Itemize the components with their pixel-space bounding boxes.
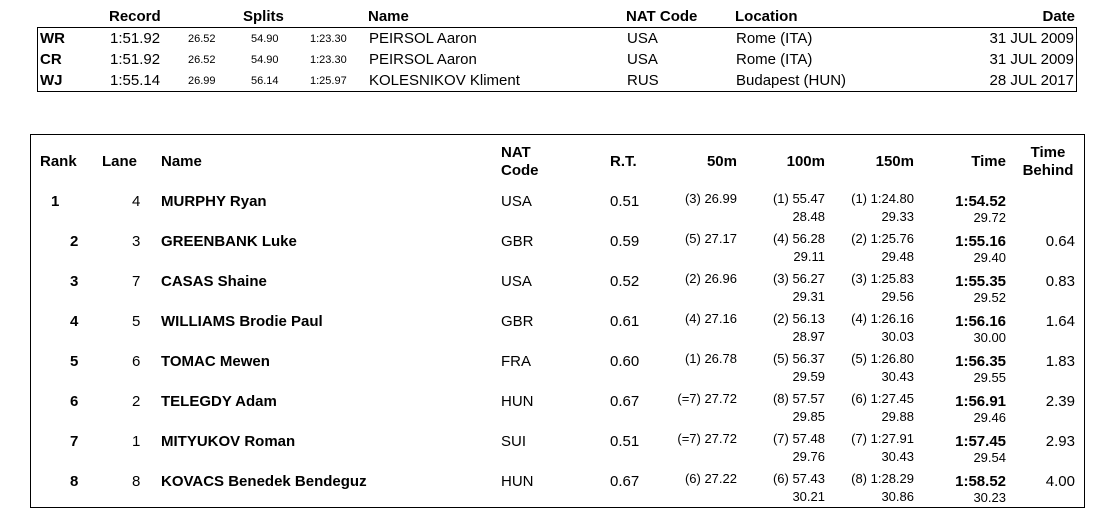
result-100m-split: 29.76	[792, 449, 825, 464]
result-50m: (5) 27.17	[684, 231, 737, 246]
records-body	[37, 27, 1077, 92]
record-name: KOLESNIKOV Kliment	[369, 72, 520, 89]
record-label: WR	[40, 30, 65, 47]
results-header-time-behind-2: Behind	[1022, 162, 1074, 179]
result-time: 1:54.52	[955, 193, 1006, 210]
result-nat: GBR	[501, 233, 534, 250]
results-header	[31, 135, 1084, 187]
record-date: 31 JUL 2009	[989, 30, 1074, 47]
result-name: GREENBANK Luke	[161, 233, 297, 250]
result-nat: HUN	[501, 393, 534, 410]
result-100m-split: 29.11	[793, 249, 825, 264]
result-150m-split: 29.56	[881, 289, 914, 304]
results-header-code: Code	[501, 162, 539, 179]
result-rt: 0.60	[610, 353, 640, 370]
result-nat: USA	[501, 273, 532, 290]
records-header-splits: Splits	[243, 8, 284, 25]
result-100m: (3) 56.27	[772, 271, 825, 286]
result-time-behind: 0.83	[1045, 273, 1075, 290]
results-header-time-behind-1: Time	[1030, 144, 1066, 161]
result-time: 1:56.91	[955, 393, 1006, 410]
result-150m-split: 30.43	[881, 369, 914, 384]
result-50m: (=7) 27.72	[677, 391, 737, 406]
record-nat: USA	[627, 30, 658, 47]
record-time: 1:51.92	[110, 51, 161, 68]
results-header-rank: Rank	[40, 153, 77, 170]
record-time: 1:51.92	[110, 30, 161, 47]
result-150m: (2) 1:25.76	[851, 231, 914, 246]
result-rt: 0.67	[610, 473, 640, 490]
result-time-split: 29.72	[973, 210, 1006, 225]
result-nat: GBR	[501, 313, 534, 330]
record-location: Budapest (HUN)	[736, 72, 847, 89]
result-150m: (5) 1:26.80	[851, 351, 914, 366]
result-100m-split: 29.31	[792, 289, 825, 304]
result-100m: (5) 56.37	[772, 351, 825, 366]
result-50m: (1) 26.78	[684, 351, 737, 366]
result-lane: 4	[132, 193, 141, 210]
result-nat: HUN	[501, 473, 534, 490]
result-rank: 8	[70, 473, 79, 490]
results-table	[30, 134, 1085, 508]
result-rt: 0.51	[610, 433, 640, 450]
result-rank: 2	[70, 233, 79, 250]
result-row	[31, 387, 1084, 427]
result-time: 1:55.35	[955, 273, 1006, 290]
result-nat: SUI	[501, 433, 527, 450]
result-row	[31, 187, 1084, 227]
result-150m: (1) 1:24.80	[851, 191, 914, 206]
result-time: 1:57.45	[955, 433, 1006, 450]
result-row	[31, 307, 1084, 347]
results-header-lane: Lane	[102, 153, 138, 170]
result-lane: 3	[132, 233, 141, 250]
records-header-location: Location	[735, 8, 798, 25]
result-time-split: 29.46	[973, 410, 1006, 425]
result-150m-split: 29.33	[881, 209, 914, 224]
record-label: CR	[40, 51, 62, 68]
result-time-behind: 4.00	[1045, 473, 1075, 490]
result-lane: 7	[132, 273, 141, 290]
result-50m: (=7) 27.72	[677, 431, 737, 446]
result-lane: 2	[132, 393, 141, 410]
result-row	[31, 347, 1084, 387]
record-split-50: 26.52	[188, 54, 216, 66]
result-lane: 5	[132, 313, 141, 330]
results-header-100m: 100m	[786, 153, 825, 170]
record-nat: USA	[627, 51, 658, 68]
result-row	[31, 267, 1084, 307]
results-header-rt: R.T.	[610, 153, 637, 170]
result-time-split: 30.23	[973, 490, 1006, 505]
results-header-50m: 50m	[706, 153, 737, 170]
result-100m-split: 29.85	[792, 409, 825, 424]
result-rt: 0.67	[610, 393, 640, 410]
results-header-150m: 150m	[875, 153, 914, 170]
result-name: TELEGDY Adam	[161, 393, 277, 410]
record-name: PEIRSOL Aaron	[369, 30, 477, 47]
results-header-time: Time	[971, 153, 1006, 170]
record-date: 31 JUL 2009	[989, 51, 1074, 68]
result-100m: (8) 57.57	[772, 391, 825, 406]
records-header-date: Date	[1042, 8, 1075, 25]
result-100m: (1) 55.47	[772, 191, 825, 206]
result-50m: (6) 27.22	[684, 471, 737, 486]
result-time-behind: 0.64	[1045, 233, 1075, 250]
result-lane: 1	[132, 433, 141, 450]
result-150m-split: 29.48	[881, 249, 914, 264]
result-rt: 0.51	[610, 193, 640, 210]
result-150m-split: 29.88	[881, 409, 914, 424]
record-split-150: 1:23.30	[310, 33, 347, 45]
records-header-nat-code: NAT Code	[626, 8, 698, 25]
result-row	[31, 227, 1084, 267]
records-header-name: Name	[368, 8, 409, 25]
result-time-split: 29.52	[973, 290, 1006, 305]
record-split-150: 1:23.30	[310, 54, 347, 66]
result-50m: (4) 27.16	[684, 311, 737, 326]
result-rt: 0.52	[610, 273, 640, 290]
result-100m: (4) 56.28	[772, 231, 825, 246]
result-rank: 5	[70, 353, 79, 370]
record-nat: RUS	[627, 72, 659, 89]
results-header-nat: NAT	[501, 144, 531, 161]
record-row-wr	[38, 29, 1076, 49]
records-header	[37, 6, 1077, 26]
result-150m: (6) 1:27.45	[851, 391, 914, 406]
record-label: WJ	[40, 72, 63, 89]
record-location: Rome (ITA)	[736, 51, 813, 68]
record-location: Rome (ITA)	[736, 30, 813, 47]
result-name: MITYUKOV Roman	[161, 433, 296, 450]
result-rt: 0.61	[610, 313, 640, 330]
result-time-split: 29.40	[973, 250, 1006, 265]
result-time-behind: 1.64	[1045, 313, 1075, 330]
record-row-cr	[38, 50, 1076, 70]
result-50m: (2) 26.96	[684, 271, 737, 286]
result-150m: (8) 1:28.29	[851, 471, 914, 486]
result-time: 1:58.52	[955, 473, 1006, 490]
result-name: CASAS Shaine	[161, 273, 267, 290]
result-name: MURPHY Ryan	[161, 193, 267, 210]
result-time-behind: 2.93	[1045, 433, 1075, 450]
result-150m-split: 30.03	[881, 329, 914, 344]
result-rank: 1	[51, 193, 60, 210]
result-name: KOVACS Benedek Bendeguz	[161, 473, 367, 490]
result-time-behind: 1.83	[1045, 353, 1075, 370]
result-50m: (3) 26.99	[684, 191, 737, 206]
result-100m-split: 28.97	[792, 329, 825, 344]
result-time: 1:55.16	[955, 233, 1006, 250]
result-150m-split: 30.86	[881, 489, 914, 504]
result-row	[31, 467, 1084, 507]
record-split-50: 26.52	[188, 33, 216, 45]
result-100m: (6) 57.43	[772, 471, 825, 486]
record-name: PEIRSOL Aaron	[369, 51, 477, 68]
result-100m-split: 29.59	[792, 369, 825, 384]
records-header-record: Record	[109, 8, 161, 25]
result-time: 1:56.35	[955, 353, 1006, 370]
result-rank: 4	[70, 313, 79, 330]
result-150m: (4) 1:26.16	[851, 311, 914, 326]
result-100m: (2) 56.13	[772, 311, 825, 326]
result-time-behind: 2.39	[1045, 393, 1075, 410]
result-rt: 0.59	[610, 233, 640, 250]
records-table	[37, 6, 1077, 92]
result-time-split: 30.00	[973, 330, 1006, 345]
result-time-split: 29.54	[973, 450, 1006, 465]
record-split-100: 54.90	[251, 54, 279, 66]
result-lane: 6	[132, 353, 141, 370]
result-150m-split: 30.43	[881, 449, 914, 464]
results-header-name: Name	[161, 153, 202, 170]
record-split-100: 54.90	[251, 33, 279, 45]
result-name: WILLIAMS Brodie Paul	[161, 313, 323, 330]
result-name: TOMAC Mewen	[161, 353, 270, 370]
result-rank: 6	[70, 393, 79, 410]
result-nat: USA	[501, 193, 532, 210]
result-rank: 7	[70, 433, 79, 450]
result-150m: (7) 1:27.91	[851, 431, 914, 446]
result-lane: 8	[132, 473, 141, 490]
result-time: 1:56.16	[955, 313, 1006, 330]
result-time-split: 29.55	[973, 370, 1006, 385]
result-row	[31, 427, 1084, 467]
record-split-50: 26.99	[188, 75, 216, 87]
result-100m: (7) 57.48	[772, 431, 825, 446]
result-nat: FRA	[501, 353, 531, 370]
result-100m-split: 30.21	[792, 489, 825, 504]
record-date: 28 JUL 2017	[989, 72, 1074, 89]
record-row-wj	[38, 71, 1076, 91]
result-100m-split: 28.48	[792, 209, 825, 224]
result-150m: (3) 1:25.83	[851, 271, 914, 286]
record-split-100: 56.14	[251, 75, 279, 87]
record-split-150: 1:25.97	[310, 75, 347, 87]
record-time: 1:55.14	[110, 72, 161, 89]
result-rank: 3	[70, 273, 79, 290]
